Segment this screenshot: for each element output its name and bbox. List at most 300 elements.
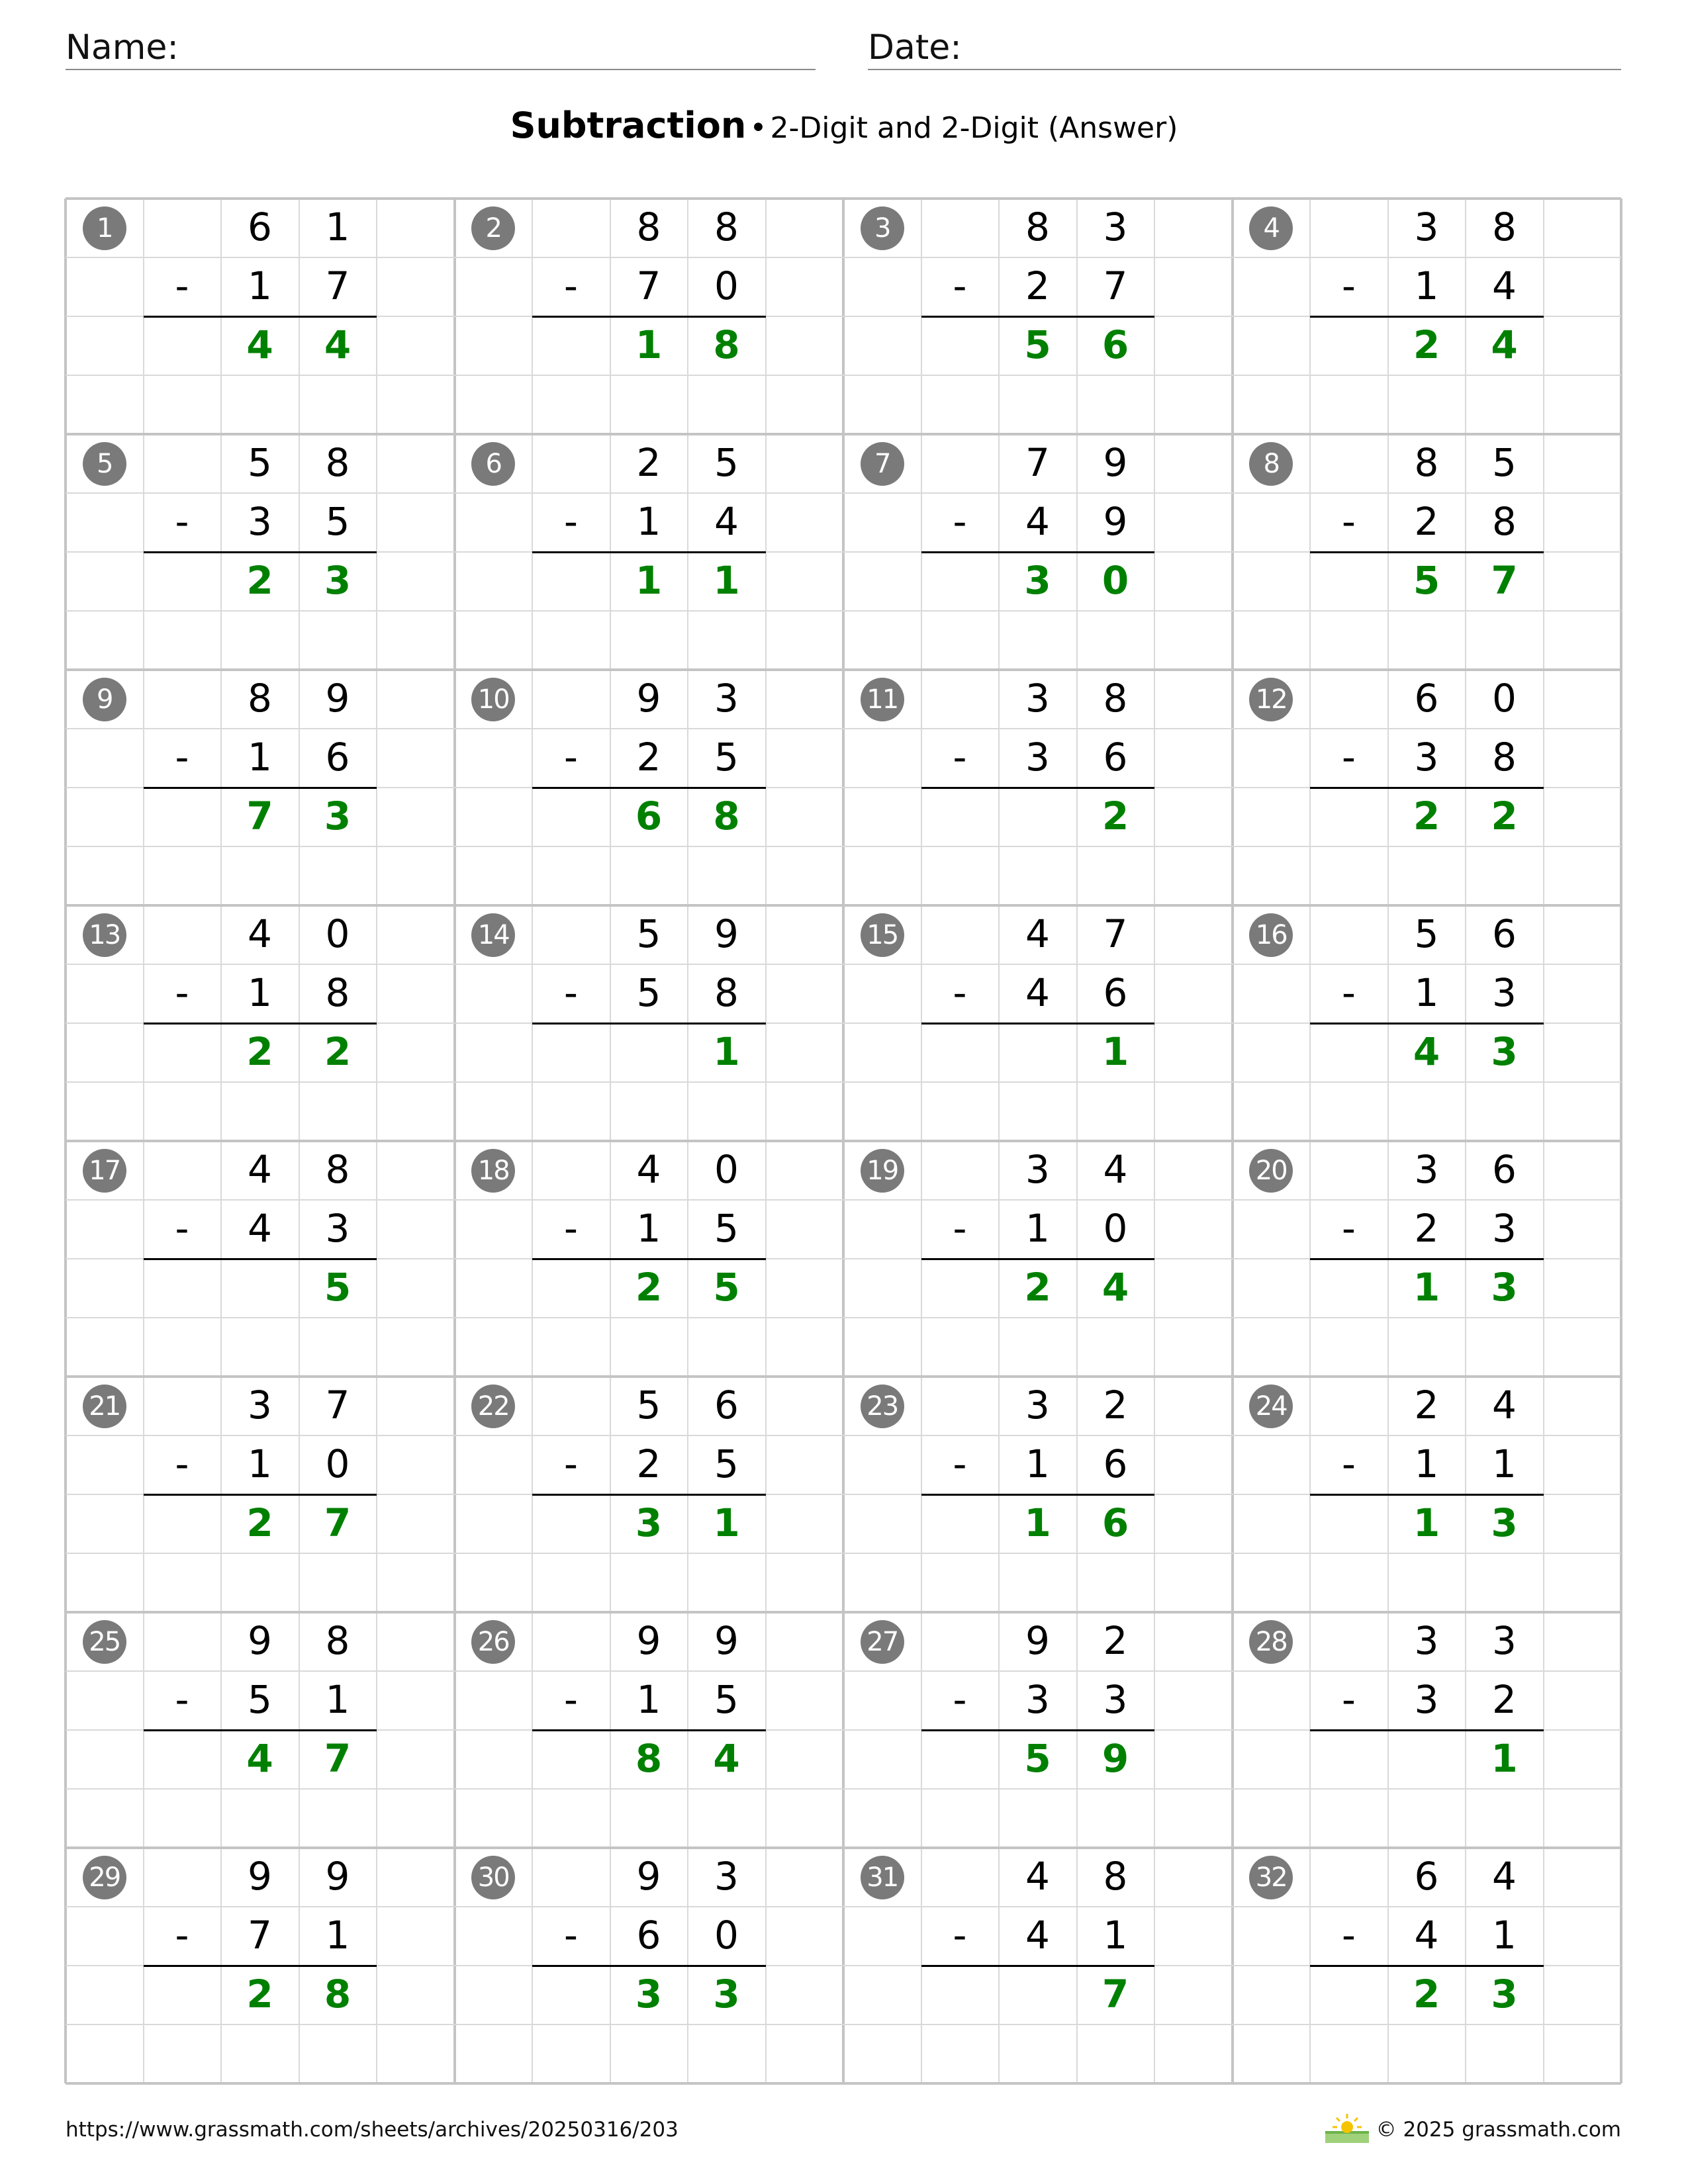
minus-sign: - <box>1342 1676 1356 1722</box>
minuend-digit: 9 <box>248 1617 272 1663</box>
minuend-digit: 8 <box>325 1146 350 1192</box>
problem-number-badge: 12 <box>1249 678 1293 721</box>
problem-number-badge: 6 <box>471 442 515 486</box>
grid-line <box>66 2082 1621 2085</box>
answer-line <box>1310 551 1544 553</box>
minuend-digit: 3 <box>1025 1146 1050 1192</box>
answer-line <box>144 316 377 318</box>
minus-sign: - <box>175 263 189 308</box>
grid-line <box>66 257 1621 258</box>
subtrahend-digit: 1 <box>1492 1912 1517 1958</box>
problem-number-badge: 27 <box>861 1620 904 1664</box>
minus-sign: - <box>564 1441 578 1486</box>
subtrahend-digit: 6 <box>1103 970 1128 1015</box>
problem-number-badge: 15 <box>861 913 904 957</box>
minuend-digit: 3 <box>1414 1617 1439 1663</box>
grid-line <box>66 1081 1621 1083</box>
answer-line <box>144 1965 377 1967</box>
minuend-digit: 3 <box>1492 1617 1517 1663</box>
subtrahend-digit: 1 <box>1414 263 1439 308</box>
minuend-digit: 5 <box>636 911 661 956</box>
minus-sign: - <box>564 1205 578 1251</box>
subtrahend-digit: 1 <box>1025 1441 1050 1486</box>
subtrahend-digit: 3 <box>1414 1676 1439 1722</box>
minuend-digit: 3 <box>714 1853 739 1899</box>
minuend-digit: 5 <box>248 439 272 485</box>
answer-digit: 2 <box>246 557 273 603</box>
answer-digit: 6 <box>635 793 663 839</box>
answer-line <box>144 1023 377 1024</box>
problem-number-badge: 25 <box>83 1620 126 1664</box>
answer-digit: 6 <box>1102 322 1129 367</box>
answer-digit: 5 <box>713 1264 740 1310</box>
answer-line <box>532 316 766 318</box>
subtrahend-digit: 1 <box>248 1441 272 1486</box>
answer-digit: 0 <box>1102 557 1129 603</box>
minuend-digit: 4 <box>248 1146 272 1192</box>
minus-sign: - <box>175 1676 189 1722</box>
minus-sign: - <box>1342 1441 1356 1486</box>
problem-number-badge: 23 <box>861 1385 904 1428</box>
problem-number-badge: 2 <box>471 206 515 250</box>
minuend-digit: 6 <box>1414 675 1439 721</box>
minus-sign: - <box>564 1912 578 1958</box>
worksheet-title <box>0 105 1688 146</box>
answer-line <box>532 1023 766 1024</box>
answer-digit: 4 <box>1413 1028 1440 1074</box>
minuend-digit: 3 <box>1025 1382 1050 1428</box>
subtrahend-digit: 3 <box>1025 734 1050 780</box>
subtrahend-digit: 2 <box>1414 1205 1439 1251</box>
problem-number-badge: 21 <box>83 1385 126 1428</box>
answer-digit: 7 <box>324 1500 352 1545</box>
subtrahend-digit: 2 <box>636 734 661 780</box>
subtrahend-digit: 6 <box>1103 734 1128 780</box>
grid-line <box>66 197 1621 200</box>
title-subtitle: 2-Digit and 2-Digit (Answer) <box>770 111 1178 145</box>
subtrahend-digit: 4 <box>1414 1912 1439 1958</box>
answer-digit: 7 <box>1491 557 1518 603</box>
subtrahend-digit: 4 <box>1025 1912 1050 1958</box>
answer-digit: 1 <box>1024 1500 1051 1545</box>
problem-number-badge: 19 <box>861 1149 904 1193</box>
minuend-digit: 9 <box>325 1853 350 1899</box>
minuend-digit: 2 <box>1103 1617 1128 1663</box>
minuend-digit: 3 <box>1025 675 1050 721</box>
grid-line <box>66 1140 1621 1142</box>
subtrahend-digit: 5 <box>714 1205 739 1251</box>
minus-sign: - <box>564 970 578 1015</box>
minuend-digit: 9 <box>636 1853 661 1899</box>
answer-line <box>1310 787 1544 789</box>
subtrahend-digit: 3 <box>248 498 272 544</box>
subtrahend-digit: 8 <box>1492 734 1517 780</box>
footer-url[interactable]: https://www.grassmath.com/sheets/archives/20250316/203 <box>66 2118 679 2142</box>
minuend-digit: 0 <box>714 1146 739 1192</box>
answer-digit: 2 <box>246 1028 273 1074</box>
minus-sign: - <box>953 1441 967 1486</box>
answer-line <box>532 1258 766 1260</box>
minus-sign: - <box>564 498 578 544</box>
answer-line <box>1310 316 1544 318</box>
answer-line <box>144 1494 377 1496</box>
answer-line <box>532 1965 766 1967</box>
minuend-digit: 8 <box>1103 1853 1128 1899</box>
grid-line <box>66 728 1621 729</box>
answer-digit: 3 <box>324 793 352 839</box>
minuend-digit: 5 <box>1414 911 1439 956</box>
minus-sign: - <box>953 970 967 1015</box>
answer-digit: 6 <box>1102 1500 1129 1545</box>
subtrahend-digit: 2 <box>1492 1676 1517 1722</box>
minuend-digit: 6 <box>1492 911 1517 956</box>
answer-digit: 5 <box>324 1264 352 1310</box>
subtrahend-digit: 3 <box>1414 734 1439 780</box>
answer-digit: 2 <box>324 1028 352 1074</box>
minus-sign: - <box>953 498 967 544</box>
subtrahend-digit: 3 <box>1103 1676 1128 1722</box>
answer-digit: 2 <box>1491 793 1518 839</box>
minuend-digit: 4 <box>636 1146 661 1192</box>
minuend-digit: 9 <box>636 675 661 721</box>
answer-line <box>921 1023 1155 1024</box>
answer-digit: 8 <box>713 322 740 367</box>
answer-digit: 5 <box>1024 1735 1051 1781</box>
minus-sign: - <box>1342 498 1356 544</box>
minus-sign: - <box>953 1912 967 1958</box>
problem-number-badge: 5 <box>83 442 126 486</box>
subtrahend-digit: 0 <box>714 1912 739 1958</box>
subtrahend-digit: 5 <box>714 1441 739 1486</box>
grid-line <box>66 1199 1621 1201</box>
subtrahend-digit: 4 <box>1492 263 1517 308</box>
minuend-digit: 4 <box>248 911 272 956</box>
answer-digit: 3 <box>635 1971 663 2017</box>
grid-line <box>66 846 1621 847</box>
answer-digit: 4 <box>246 322 273 367</box>
answer-digit: 4 <box>713 1735 740 1781</box>
answer-line <box>921 1729 1155 1731</box>
answer-line <box>921 1965 1155 1967</box>
minus-sign: - <box>175 1205 189 1251</box>
subtrahend-digit: 7 <box>325 263 350 308</box>
minus-sign: - <box>564 734 578 780</box>
problem-number-badge: 22 <box>471 1385 515 1428</box>
minus-sign: - <box>953 1205 967 1251</box>
answer-digit: 3 <box>1491 1971 1518 2017</box>
answer-digit: 2 <box>635 1264 663 1310</box>
answer-digit: 3 <box>635 1500 663 1545</box>
answer-digit: 4 <box>1491 322 1518 367</box>
minuend-digit: 0 <box>1492 675 1517 721</box>
minuend-digit: 8 <box>1025 204 1050 250</box>
problem-number-badge: 26 <box>471 1620 515 1664</box>
minus-sign: - <box>564 1676 578 1722</box>
answer-digit: 3 <box>1491 1500 1518 1545</box>
answer-digit: 2 <box>1413 793 1440 839</box>
answer-digit: 2 <box>1413 1971 1440 2017</box>
subtrahend-digit: 4 <box>248 1205 272 1251</box>
name-label: Name: <box>66 28 179 68</box>
answer-digit: 1 <box>713 1028 740 1074</box>
subtrahend-digit: 9 <box>1103 498 1128 544</box>
minus-sign: - <box>564 263 578 308</box>
minuend-digit: 6 <box>1414 1853 1439 1899</box>
minuend-digit: 5 <box>636 1382 661 1428</box>
answer-line <box>1310 1258 1544 1260</box>
answer-digit: 1 <box>713 557 740 603</box>
subtrahend-digit: 3 <box>1492 1205 1517 1251</box>
answer-digit: 7 <box>324 1735 352 1781</box>
minuend-digit: 8 <box>325 1617 350 1663</box>
minus-sign: - <box>175 970 189 1015</box>
answer-line <box>1310 1965 1544 1967</box>
minuend-digit: 4 <box>1492 1853 1517 1899</box>
answer-line <box>532 1494 766 1496</box>
answer-digit: 7 <box>1102 1971 1129 2017</box>
minuend-digit: 0 <box>325 911 350 956</box>
problem-number-badge: 24 <box>1249 1385 1293 1428</box>
subtrahend-digit: 5 <box>325 498 350 544</box>
grid-line <box>66 1317 1621 1318</box>
subtrahend-digit: 1 <box>1414 1441 1439 1486</box>
problem-number-badge: 20 <box>1249 1149 1293 1193</box>
grid-line <box>66 492 1621 494</box>
answer-digit: 3 <box>1491 1264 1518 1310</box>
grassmath-sun-logo-icon <box>1324 2111 1370 2144</box>
problem-number-badge: 8 <box>1249 442 1293 486</box>
answer-line <box>144 551 377 553</box>
problem-number-badge: 31 <box>861 1856 904 1899</box>
answer-line <box>1310 1729 1544 1731</box>
subtrahend-digit: 3 <box>1025 1676 1050 1722</box>
minus-sign: - <box>175 1441 189 1486</box>
subtrahend-digit: 1 <box>248 970 272 1015</box>
subtrahend-digit: 5 <box>636 970 661 1015</box>
answer-digit: 1 <box>713 1500 740 1545</box>
answer-digit: 3 <box>1491 1028 1518 1074</box>
answer-digit: 1 <box>1413 1500 1440 1545</box>
subtrahend-digit: 4 <box>1025 970 1050 1015</box>
minuend-digit: 7 <box>1103 911 1128 956</box>
subtrahend-digit: 1 <box>636 1205 661 1251</box>
minus-sign: - <box>1342 734 1356 780</box>
subtrahend-digit: 8 <box>325 970 350 1015</box>
subtrahend-digit: 6 <box>636 1912 661 1958</box>
answer-line <box>1310 1023 1544 1024</box>
minuend-digit: 3 <box>1414 1146 1439 1192</box>
answer-digit: 2 <box>1413 322 1440 367</box>
subtrahend-digit: 4 <box>1025 498 1050 544</box>
minuend-digit: 9 <box>325 675 350 721</box>
answer-digit: 2 <box>246 1500 273 1545</box>
answer-digit: 5 <box>1024 322 1051 367</box>
subtrahend-digit: 7 <box>636 263 661 308</box>
problem-number-badge: 9 <box>83 678 126 721</box>
minuend-digit: 4 <box>1492 1382 1517 1428</box>
answer-digit: 9 <box>1102 1735 1129 1781</box>
minus-sign: - <box>953 263 967 308</box>
problem-number-badge: 1 <box>83 206 126 250</box>
answer-digit: 4 <box>246 1735 273 1781</box>
subtrahend-digit: 2 <box>1414 498 1439 544</box>
answer-digit: 1 <box>1102 1028 1129 1074</box>
minuend-digit: 9 <box>248 1853 272 1899</box>
grid-line <box>66 1611 1621 1614</box>
grid-line <box>66 1435 1621 1436</box>
problem-grid <box>66 199 1621 2083</box>
subtrahend-digit: 3 <box>325 1205 350 1251</box>
answer-digit: 4 <box>1102 1264 1129 1310</box>
answer-digit: 1 <box>1491 1735 1518 1781</box>
minus-sign: - <box>175 498 189 544</box>
answer-line <box>144 787 377 789</box>
answer-line <box>921 1494 1155 1496</box>
answer-line <box>921 316 1155 318</box>
minuend-digit: 8 <box>1103 675 1128 721</box>
answer-digit: 8 <box>635 1735 663 1781</box>
subtrahend-digit: 0 <box>325 1441 350 1486</box>
minuend-digit: 3 <box>248 1382 272 1428</box>
minuend-digit: 4 <box>1103 1146 1128 1192</box>
problem-number-badge: 4 <box>1249 206 1293 250</box>
answer-line <box>144 1258 377 1260</box>
grid-line <box>66 668 1621 671</box>
minus-sign: - <box>1342 970 1356 1015</box>
grid-line <box>66 1553 1621 1554</box>
answer-line <box>532 551 766 553</box>
subtrahend-digit: 1 <box>1025 1205 1050 1251</box>
grid-line <box>66 964 1621 965</box>
problem-number-badge: 10 <box>471 678 515 721</box>
grid-line <box>66 1788 1621 1790</box>
minuend-digit: 8 <box>325 439 350 485</box>
subtrahend-digit: 1 <box>325 1676 350 1722</box>
minuend-digit: 6 <box>248 204 272 250</box>
minuend-digit: 5 <box>714 439 739 485</box>
minuend-digit: 5 <box>1492 439 1517 485</box>
answer-line <box>921 1258 1155 1260</box>
subtrahend-digit: 1 <box>325 1912 350 1958</box>
grid-line <box>66 610 1621 612</box>
answer-digit: 2 <box>1024 1264 1051 1310</box>
minuend-digit: 2 <box>1414 1382 1439 1428</box>
answer-digit: 1 <box>635 557 663 603</box>
minuend-digit: 3 <box>1414 204 1439 250</box>
subtrahend-digit: 1 <box>1492 1441 1517 1486</box>
subtrahend-digit: 1 <box>636 498 661 544</box>
minuend-digit: 3 <box>1103 204 1128 250</box>
problem-number-badge: 16 <box>1249 913 1293 957</box>
title-main: Subtraction <box>510 105 747 146</box>
grid-line <box>66 1670 1621 1672</box>
grid-line <box>66 1375 1621 1378</box>
subtrahend-digit: 8 <box>714 970 739 1015</box>
minuend-digit: 7 <box>1025 439 1050 485</box>
answer-digit: 1 <box>1413 1264 1440 1310</box>
subtrahend-digit: 5 <box>714 1676 739 1722</box>
problem-number-badge: 13 <box>83 913 126 957</box>
minuend-digit: 9 <box>636 1617 661 1663</box>
answer-line <box>532 787 766 789</box>
subtrahend-digit: 1 <box>1414 970 1439 1015</box>
problem-number-badge: 11 <box>861 678 904 721</box>
problem-number-badge: 17 <box>83 1149 126 1193</box>
subtrahend-digit: 6 <box>325 734 350 780</box>
minus-sign: - <box>953 1676 967 1722</box>
subtrahend-digit: 3 <box>1492 970 1517 1015</box>
minuend-digit: 9 <box>714 911 739 956</box>
subtrahend-digit: 0 <box>714 263 739 308</box>
minuend-digit: 8 <box>248 675 272 721</box>
date-label: Date: <box>868 28 962 68</box>
subtrahend-digit: 6 <box>1103 1441 1128 1486</box>
subtrahend-digit: 0 <box>1103 1205 1128 1251</box>
problem-number-badge: 18 <box>471 1149 515 1193</box>
grid-line <box>66 433 1621 435</box>
grid-line <box>66 2024 1621 2025</box>
date-field[interactable] <box>868 25 1621 70</box>
problem-number-badge: 28 <box>1249 1620 1293 1664</box>
answer-digit: 1 <box>635 322 663 367</box>
subtrahend-digit: 2 <box>636 1441 661 1486</box>
answer-digit: 3 <box>324 557 352 603</box>
answer-line <box>921 551 1155 553</box>
minuend-digit: 6 <box>1492 1146 1517 1192</box>
answer-line <box>144 1729 377 1731</box>
minuend-digit: 4 <box>1025 1853 1050 1899</box>
grid-line <box>66 904 1621 907</box>
minuend-digit: 9 <box>1103 439 1128 485</box>
subtrahend-digit: 8 <box>1492 498 1517 544</box>
subtrahend-digit: 1 <box>636 1676 661 1722</box>
problem-number-badge: 14 <box>471 913 515 957</box>
answer-digit: 3 <box>1024 557 1051 603</box>
grid-line <box>66 1906 1621 1907</box>
problem-number-badge: 7 <box>861 442 904 486</box>
answer-digit: 4 <box>324 322 352 367</box>
subtrahend-digit: 1 <box>1103 1912 1128 1958</box>
minuend-digit: 1 <box>325 204 350 250</box>
subtrahend-digit: 1 <box>248 263 272 308</box>
minuend-digit: 8 <box>1414 439 1439 485</box>
answer-digit: 3 <box>713 1971 740 2017</box>
minus-sign: - <box>1342 1205 1356 1251</box>
problem-number-badge: 3 <box>861 206 904 250</box>
grid-line <box>66 375 1621 376</box>
problem-number-badge: 30 <box>471 1856 515 1899</box>
answer-digit: 7 <box>246 793 273 839</box>
minus-sign: - <box>175 734 189 780</box>
name-field[interactable] <box>66 25 816 70</box>
minuend-digit: 7 <box>325 1382 350 1428</box>
minus-sign: - <box>953 734 967 780</box>
minuend-digit: 8 <box>636 204 661 250</box>
subtrahend-digit: 7 <box>1103 263 1128 308</box>
answer-line <box>921 787 1155 789</box>
answer-digit: 8 <box>324 1971 352 2017</box>
answer-digit: 5 <box>1413 557 1440 603</box>
minus-sign: - <box>1342 1912 1356 1958</box>
answer-digit: 2 <box>1102 793 1129 839</box>
subtrahend-digit: 5 <box>714 734 739 780</box>
subtrahend-digit: 4 <box>714 498 739 544</box>
minuend-digit: 4 <box>1025 911 1050 956</box>
subtrahend-digit: 7 <box>248 1912 272 1958</box>
answer-digit: 8 <box>713 793 740 839</box>
minus-sign: - <box>175 1912 189 1958</box>
minus-sign: - <box>1342 263 1356 308</box>
